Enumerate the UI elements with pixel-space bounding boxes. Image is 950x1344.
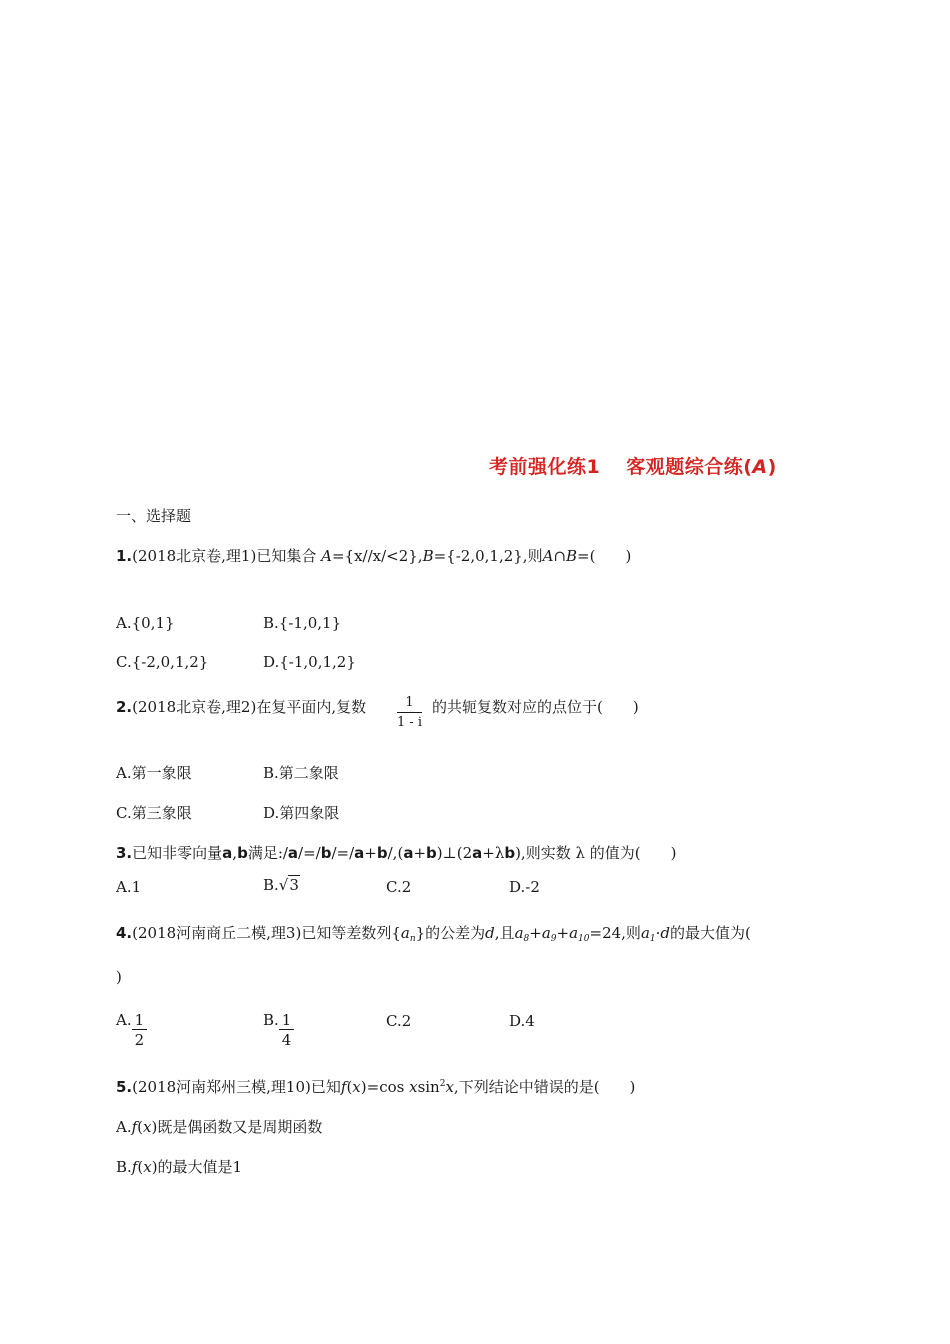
title-sub-prefix: 客观题综合练( xyxy=(626,456,753,478)
title-sub-suffix: ) xyxy=(767,456,777,478)
q1-option-a[interactable]: A.{0,1} xyxy=(116,614,175,632)
page-title xyxy=(489,452,777,479)
q4-option-a[interactable]: A. $\frac{1}{2}$ xyxy=(116,1011,147,1050)
q3-option-b[interactable]: B.√3 xyxy=(263,876,299,894)
q4-option-b[interactable]: B. $\frac{1}{4}$ xyxy=(263,1011,294,1050)
q2-tail: 的共轭复数对应的点位于( ) xyxy=(432,698,639,716)
fraction-numerator: 1 xyxy=(132,1011,148,1030)
q5-option-a[interactable]: A.f(x)既是偶函数又是周期函数 xyxy=(116,1118,323,1136)
q2-option-c[interactable]: C.第三象限 xyxy=(116,804,192,822)
fraction-numerator: 1 xyxy=(397,694,422,713)
q4-option-c[interactable]: C.2 xyxy=(386,1012,412,1030)
q3-option-d[interactable]: D.-2 xyxy=(509,878,540,896)
question-number: 5. xyxy=(116,1078,133,1096)
question-number: 4. xyxy=(116,924,133,942)
q2-option-b[interactable]: B.第二象限 xyxy=(263,764,339,782)
q3-option-c[interactable]: C.2 xyxy=(386,878,412,896)
q5-option-b[interactable]: B.f(x)的最大值是1 xyxy=(116,1158,243,1176)
question-number: 1. xyxy=(116,547,133,565)
q2-option-a[interactable]: A.第一象限 xyxy=(116,764,192,782)
q2-option-d[interactable]: D.第四象限 xyxy=(263,804,340,822)
fraction-denominator: 2 xyxy=(134,1031,145,1049)
q1-option-b[interactable]: B.{-1,0,1} xyxy=(263,614,342,632)
fraction-denominator: 1 - i xyxy=(397,715,423,730)
sqrt-symbol: √3 xyxy=(278,876,299,894)
q1-option-c[interactable]: C.{-2,0,1,2} xyxy=(116,653,209,671)
q4-option-d[interactable]: D.4 xyxy=(509,1012,535,1030)
q3-option-a[interactable]: A.1 xyxy=(116,878,142,896)
section-heading: 一、选择题 xyxy=(116,507,192,525)
title-main: 考前强化练1 xyxy=(489,456,601,478)
q1-option-d[interactable]: D.{-1,0,1,2} xyxy=(263,653,356,671)
title-sub-letter: A xyxy=(752,456,768,478)
question-number: 2. xyxy=(116,698,133,716)
question-2: 2.(2018北京卷,理2)在复平面内,复数 xyxy=(116,698,367,716)
q4-close-paren: ) xyxy=(116,968,122,986)
question-1: 1.(2018北京卷,理1)已知集合 A={x//x/<2},B={-2,0,1,2},则A∩B=( ) xyxy=(116,547,632,565)
question-5: 5.(2018河南郑州三模,理10)已知f(x)=cos xsin$^2$x,下列结论中错误的是( ) xyxy=(116,1078,636,1096)
question-3: 3.已知非零向量a,b满足:/a/=/b/=/a+b/,(a+b)⊥(2a+λb),则实数 λ 的值为( ) xyxy=(116,844,677,862)
fraction-denominator: 4 xyxy=(281,1031,292,1049)
q2-fraction xyxy=(397,694,422,733)
question-4: 4.(2018河南商丘二模,理3)已知等差数列$\{a_n\}$的公差为d,且$a_8+a_9+a_{10}=24$,则$a_1\cdot d$的最大值为( xyxy=(116,924,751,944)
question-number: 3. xyxy=(116,844,133,862)
fraction-numerator: 1 xyxy=(279,1011,295,1030)
